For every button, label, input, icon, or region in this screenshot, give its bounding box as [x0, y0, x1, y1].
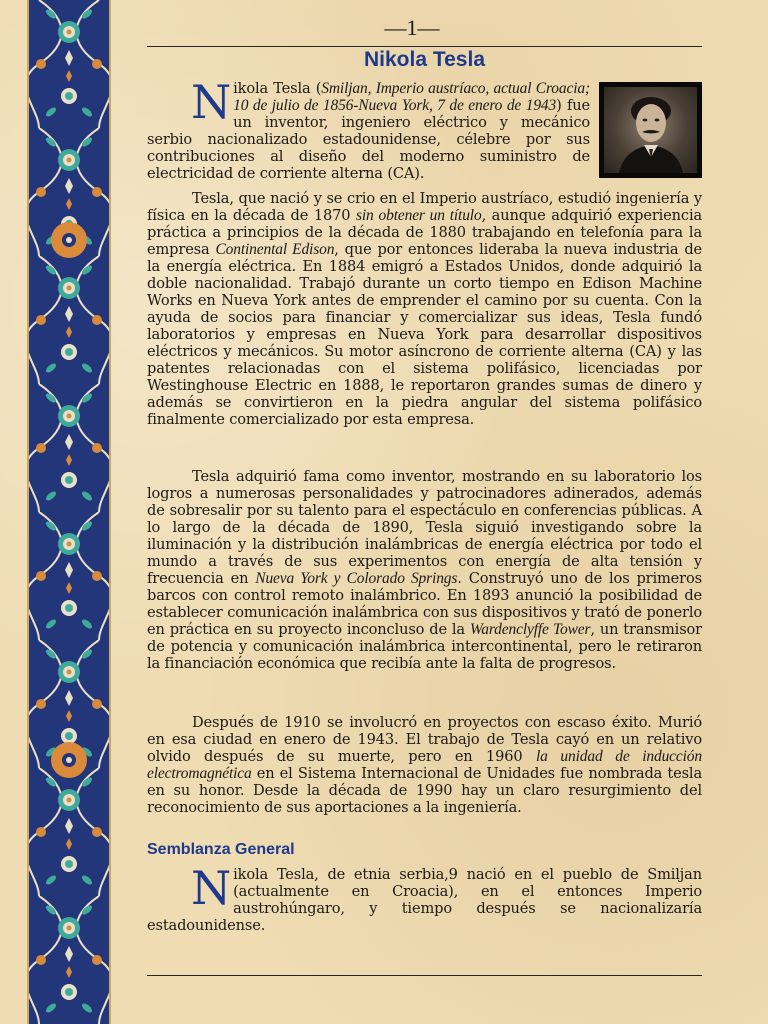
page-title: Nikola Tesla [364, 48, 485, 71]
ornamental-border [27, 0, 111, 1024]
bottom-divider [147, 975, 702, 976]
birth-death-details: Smiljan, Imperio austríaco, actual Croacia; 10 de julio de 1856-Nueva York, 7 de enero de 1943 [233, 80, 590, 114]
page-number: —1— [384, 15, 440, 40]
paragraph-legacy: Después de 1910 se involucró en proyectos con escaso éxito. Murió en esa ciudad en enero de 1943. El trabajo de Tesla cayó en un relativo olvido después de su muerte, pero en 1960 la unidad de inducción electromagnética en el Sistema Internacional de Unidades fue nombrada tesla en su honor. Desde la década de 1990 hay un claro resurgimiento del reconocimiento de sus aportaciones a la ingeniería. [147, 714, 702, 816]
islamic-tile-ornament-icon [29, 0, 109, 1024]
paragraph-intro: Nikola Tesla (Smiljan, Imperio austríaco, actual Croacia; 10 de julio de 1856-Nueva York, 7 de enero de 1943) fue un inventor, ingeniero eléctrico y mecánico serbio nacionalizado estadounidense, célebre por sus contribuciones al diseño del moderno suministro de electricidad de corriente alterna (CA). [147, 75, 590, 182]
paragraph-career: Tesla, que nació y se crio en el Imperio austríaco, estudió ingeniería y física en la década de 1870 sin obtener un título, aunque adquirió experiencia práctica a principios de la década de 1880 trabajando en telefonía para la empresa Continental Edison, que por entonces lideraba la nueva industria de la energía eléctrica. En 1884 emigró a Estados Unidos, donde adquirió la doble nacionalidad. Trabajó durante un corto tiempo en Edison Machine Works en Nueva York antes de emprender el camino por su cuenta. Con la ayuda de socios para financiar y comercializar sus ideas, Tesla fundó laboratorios y empresas en Nueva York para desarrollar dispositivos eléctricos y mecánicos. Su motor asíncrono de corriente alterna (CA) y las patentes relacionadas con el sistema polifásico, licenciadas por Westinghouse Electric en 1888, le reportaron grandes sumas de dinero y además se convirtieron en la piedra angular del sistema polifásico finalmente comercializado por esta empresa. [147, 190, 703, 428]
section-heading: Semblanza General [147, 841, 295, 858]
drop-cap: N [191, 75, 232, 129]
paragraph-fame: Tesla adquirió fama como inventor, mostrando en su laboratorio los logros a numerosas personalidades y patrocinadores adinerados, además de sobresalir por su talento para el espectáculo en conferencias públicas. A lo largo de la década de 1890, Tesla siguió investigando sobre la iluminación y la distribución inalámbricas de energía eléctrica por todo el mundo a través de sus experimentos con energía de alta tensión y frecuencia en Nueva York y Colorado Springs. Construyó uno de los primeros barcos con control remoto inalámbrico. En 1893 anunció la posibilidad de establecer comunicación inalámbrica con sus dispositivos y trató de ponerlo en práctica en su proyecto inconcluso de la Wardenclyffe Tower, un transmisor de potencia y comunicación inalámbrica intercontinental, pero le retiraron la financiación económica que recibía ante la falta de progresos. [147, 468, 702, 672]
drop-cap: N [191, 861, 232, 915]
paragraph-biography: Nikola Tesla, de etnia serbia,9 nació en el pueblo de Smiljan (actualmente en Croacia), en el entonces Imperio austrohúngaro, y tiempo después se nacionalizaría estadounidense. [147, 861, 702, 934]
